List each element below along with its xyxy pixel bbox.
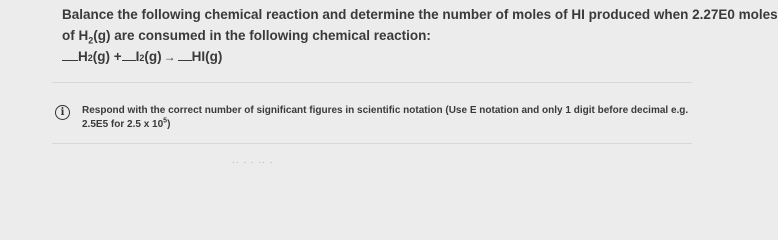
reactant-1-symbol: H (78, 49, 88, 64)
coefficient-blank-hi[interactable] (178, 48, 192, 61)
coefficient-blank-i2[interactable] (122, 48, 136, 61)
hint-line-2-superscript: 5 (163, 117, 168, 125)
reactant-1-state: (g) + (92, 49, 122, 64)
hint-box (52, 82, 692, 144)
hint-line-2-prefix: 2.5E5 for 2.5 x 10 (82, 119, 164, 130)
question-prompt (62, 6, 778, 66)
info-icon: i (55, 105, 70, 120)
question-line-2-subscript: 2 (88, 35, 94, 46)
chemical-equation: H 2 (g) + I 2 (g) → HI(g) (62, 48, 692, 66)
hint-line-2 (82, 118, 687, 132)
question-line-2 (62, 27, 692, 45)
question-line-2-suffix: (g) are consumed in the following chemical reaction: (93, 28, 431, 43)
hint-text (82, 104, 687, 132)
reactant-2-symbol: I (135, 49, 140, 64)
reactant-2-state: (g) (144, 49, 162, 64)
question-line-2-prefix: of H (62, 28, 89, 43)
reaction-arrow-icon: → (163, 50, 176, 64)
question-line-1-text: Balance the following chemical reaction and determine the number of moles of HI produced when 2.27E0 moles (62, 7, 778, 22)
coefficient-blank-h2[interactable] (62, 48, 78, 61)
cut-off-text: .. . . .. . (232, 155, 274, 166)
hint-line-1: Respond with the correct number of significant figures in scientific notation (Use E notation and only 1 digit before decimal e.g. (82, 105, 689, 116)
product-formula: HI(g) (191, 49, 223, 64)
question-line-1 (62, 6, 778, 24)
hint-line-2-suffix: ) (167, 119, 171, 130)
